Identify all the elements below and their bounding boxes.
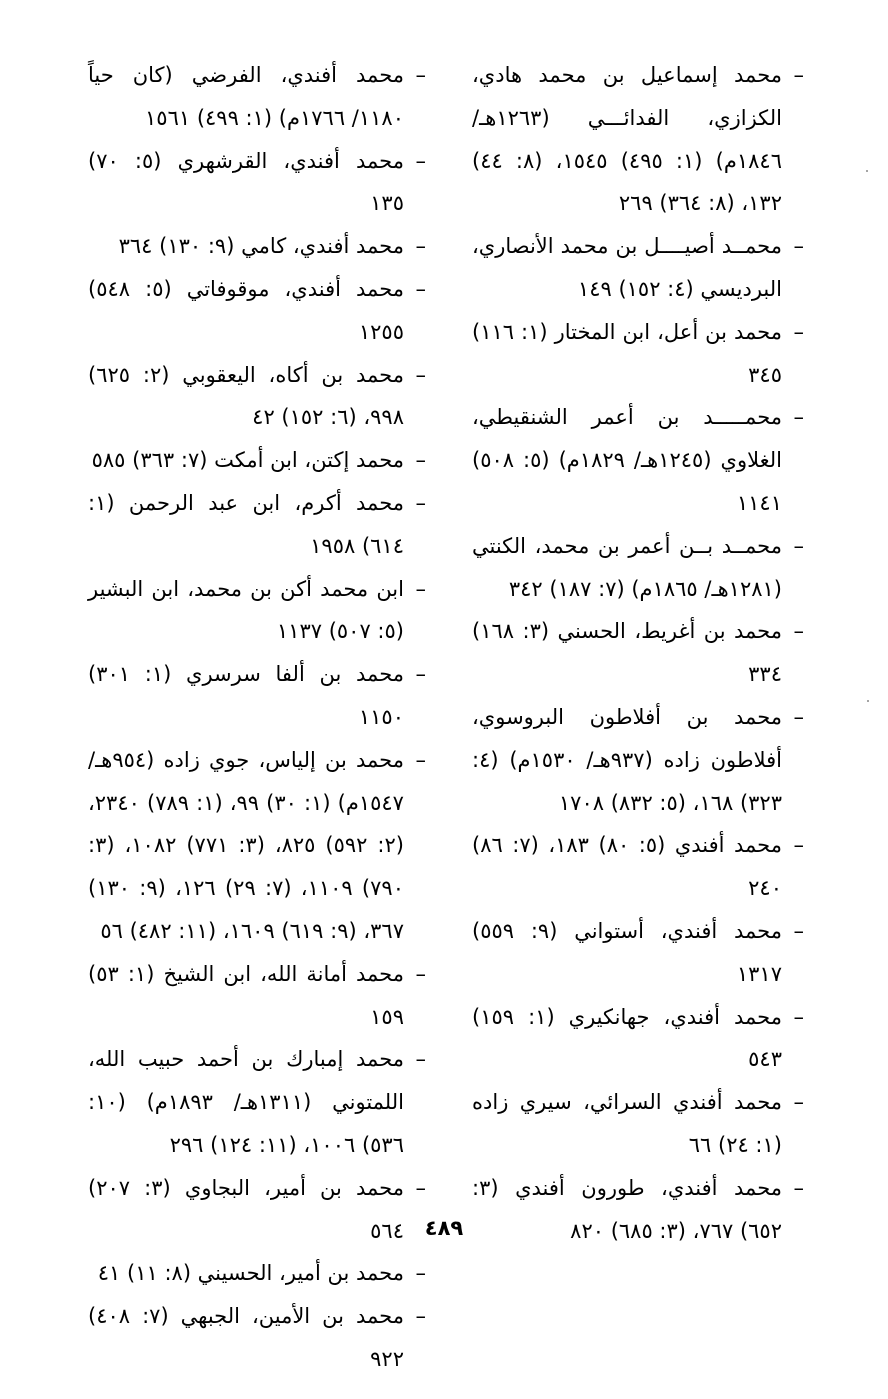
entry-dash: – bbox=[793, 63, 804, 87]
entry-dash: – bbox=[793, 918, 804, 943]
entry-text: محمـــــد بن أعمر الشنقيطي، الغلاوي (١٢٤٥هـ/ ١٨٢٩م) (٥: ٥٠٨) ١١٤١ bbox=[472, 405, 782, 515]
index-entry bbox=[88, 1295, 426, 1381]
entry-dash: – bbox=[793, 234, 804, 259]
entry-dash: – bbox=[793, 833, 804, 858]
index-entry bbox=[472, 696, 804, 824]
entry-dash: – bbox=[415, 362, 426, 387]
index-entry bbox=[88, 225, 426, 268]
entry-dash: – bbox=[415, 1261, 426, 1286]
entry-dash: – bbox=[415, 747, 426, 772]
scan-speck bbox=[867, 700, 869, 702]
index-entry bbox=[472, 910, 804, 996]
entry-dash: – bbox=[415, 1304, 426, 1329]
entry-text: محمــد بــن أعمر بن محمد، الكنتي (١٢٨١هـ/ ١٨٦٥م) (٧: ١٨٧) ٣٤٢ bbox=[472, 533, 782, 601]
index-entry bbox=[88, 482, 426, 568]
entry-dash: – bbox=[415, 662, 426, 687]
entry-text: محمد بن الأمين، الجبهي (٧: ٤٠٨) ٩٢٢ bbox=[88, 1304, 404, 1371]
right-column bbox=[472, 54, 804, 1252]
entry-text: محمد أفندي، طورون أفندي (٣: ٦٥٢) ٧٦٧، (٣: ٦٨٥) ٨٢٠ bbox=[472, 1175, 782, 1243]
entry-dash: – bbox=[415, 961, 426, 986]
index-entry bbox=[472, 610, 804, 696]
index-entry bbox=[88, 268, 426, 354]
left-column bbox=[88, 54, 426, 1381]
entry-text: محمــد أصيــــل بن محمد الأنصاري، البرديسي (٤: ١٥٢) ١٤٩ bbox=[472, 234, 782, 301]
index-entry bbox=[88, 653, 426, 739]
entry-text: محمد أفندي، موقوفاتي (٥: ٥٤٨) ١٢٥٥ bbox=[88, 276, 404, 344]
entry-text: محمد بن ألفا سرسري (١: ٣٠١) ١١٥٠ bbox=[88, 662, 404, 729]
entry-text: محمد بن أعل، ابن المختار (١: ١١٦) ٣٤٥ bbox=[472, 319, 782, 387]
entry-text: محمد أفندي، الفرضي (كان حياً ١١٨٠/ ١٧٦٦م) (١: ٤٩٩) ١٥٦١ bbox=[88, 63, 404, 130]
entry-text: محمد بن أمير، البجاوي (٣: ٢٠٧) ٥٦٤ bbox=[88, 1175, 404, 1243]
index-entry bbox=[472, 996, 804, 1082]
index-entry bbox=[472, 525, 804, 611]
index-entry bbox=[472, 396, 804, 524]
entry-dash: – bbox=[415, 1047, 426, 1072]
entry-text: محمد إسماعيل بن محمد هادي، الكزازي، الفدائـــي (١٢٦٣هـ/ ١٨٤٦م) (١: ٤٩٥) ١٥٤٥، (٨: ٤٤) ١٣٢، (٨: ٣٦٤) ٢٦٩ bbox=[472, 63, 782, 216]
index-entry bbox=[88, 568, 426, 654]
entry-text: محمد أمانة الله، ابن الشيخ (١: ٥٣) ١٥٩ bbox=[88, 961, 404, 1029]
entry-text: محمد بن أكاه، اليعقوبي (٢: ٦٢٥) ٩٩٨، (٦: ١٥٢) ٤٢ bbox=[88, 362, 404, 430]
entry-dash: – bbox=[415, 490, 426, 515]
index-entry bbox=[472, 225, 804, 311]
entry-text: محمد أكرم، ابن عبد الرحمن (١: ٦١٤) ١٩٥٨ bbox=[88, 490, 404, 558]
entry-text: محمد أفندي السرائي، سيري زاده (١: ٢٤) ٦٦ bbox=[472, 1090, 782, 1157]
entry-text: محمد بن أمير، الحسيني (٨: ١١) ٤١ bbox=[97, 1261, 404, 1286]
index-entry bbox=[88, 54, 426, 140]
index-entry bbox=[88, 439, 426, 482]
index-entry bbox=[88, 140, 426, 226]
index-entry bbox=[88, 1038, 426, 1166]
entry-dash: – bbox=[415, 576, 426, 601]
entry-dash: – bbox=[415, 63, 426, 87]
entry-dash: – bbox=[793, 319, 804, 344]
entry-dash: – bbox=[415, 448, 426, 473]
entry-text: محمد بن أغريط، الحسني (٣: ١٦٨) ٣٣٤ bbox=[472, 619, 782, 687]
entry-text: ابن محمد أكن بن محمد، ابن البشير (٥: ٥٠٧) ١١٣٧ bbox=[88, 576, 404, 644]
entry-text: محمد أفندي، القرشهري (٥: ٧٠) ١٣٥ bbox=[88, 148, 404, 216]
index-entry bbox=[88, 953, 426, 1039]
entry-dash: – bbox=[415, 148, 426, 173]
entry-text: محمد أفندي، كامي (٩: ١٣٠) ٣٦٤ bbox=[118, 234, 404, 259]
entry-dash: – bbox=[793, 405, 804, 430]
entry-dash: – bbox=[793, 1004, 804, 1029]
index-entry bbox=[88, 354, 426, 440]
entry-text: محمد أفندي، جهانكيري (١: ١٥٩) ٥٤٣ bbox=[472, 1004, 782, 1072]
entry-text: محمد إمبارك بن أحمد حبيب الله، اللمتوني (١٣١١هـ/ ١٨٩٣م) (١٠: ٥٣٦) ١٠٠٦، (١١: ١٢٤) ٢٩٦ bbox=[88, 1047, 404, 1157]
entry-dash: – bbox=[793, 704, 804, 729]
entry-dash: – bbox=[415, 234, 426, 259]
entry-text: محمد بن إلياس، جوي زاده (٩٥٤هـ/ ١٥٤٧م) (١: ٣٠) ٩٩، (١: ٧٨٩) ٢٣٤٠، (٢: ٥٩٢) ٨٢٥، (٣: ٧٧١) ١٠٨٢، (٣: ٧٩٠) ١١٠٩، (٧: ٢٩) ١٢٦، (٩: ١٣٠) ٣٦٧، (٩: ٦١٩) ١٦٠٩، (١١: ٤٨٢) ٥٦ bbox=[88, 747, 404, 943]
entry-text: محمد إكتن، ابن أمكت (٧: ٣٦٣) ٥٨٥ bbox=[91, 448, 404, 473]
index-entry bbox=[472, 824, 804, 910]
entry-dash: – bbox=[793, 1090, 804, 1115]
entry-text: محمد بن أفلاطون البروسوي، أفلاطون زاده (٩٣٧هـ/ ١٥٣٠م) (٤: ٣٢٣) ١٦٨، (٥: ٨٣٢) ١٧٠٨ bbox=[472, 704, 782, 815]
entry-text: محمد أفندي (٥: ٨٠) ١٨٣، (٧: ٨٦) ٢٤٠ bbox=[472, 833, 782, 901]
index-entry bbox=[472, 311, 804, 397]
entry-dash: – bbox=[415, 276, 426, 301]
entry-dash: – bbox=[793, 1175, 804, 1200]
page-number: ٤٨٩ bbox=[424, 1216, 464, 1240]
index-entry bbox=[472, 54, 804, 225]
entry-dash: – bbox=[793, 533, 804, 558]
entry-dash: – bbox=[415, 1175, 426, 1200]
index-entry bbox=[472, 1081, 804, 1167]
index-entry bbox=[88, 739, 426, 953]
scan-speck bbox=[866, 170, 868, 172]
entry-dash: – bbox=[793, 619, 804, 644]
index-entry bbox=[88, 1252, 426, 1295]
entry-text: محمد أفندي، أستواني (٩: ٥٥٩) ١٣١٧ bbox=[472, 918, 782, 986]
